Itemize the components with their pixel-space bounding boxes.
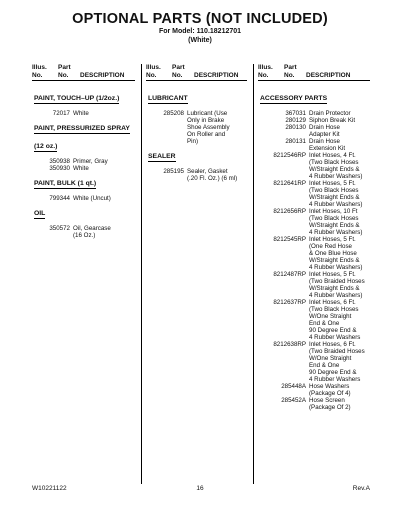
part-row [258, 397, 370, 411]
header-rule [32, 80, 135, 81]
section-title: LUBRICANT [148, 95, 188, 102]
column-divider [141, 64, 142, 484]
part-description: Siphon Break Kit [309, 117, 356, 124]
header-rule [258, 80, 370, 81]
section-title: OIL [34, 210, 46, 217]
header-part: Part [58, 64, 71, 71]
part-number: 285208 [163, 110, 184, 117]
parts-column-1 [32, 64, 135, 239]
header-description: DESCRIPTION [306, 71, 351, 79]
part-description: Primer, Gray [73, 158, 108, 165]
part-number: 350930 [49, 165, 70, 172]
part-description: Inlet Hoses, 10 Ft (Two Black Hoses W/Straight Ends & 4 Rubber Washers) [309, 208, 363, 236]
column-divider [253, 64, 254, 484]
part-row [258, 383, 370, 397]
part-description: Drain Hose Adapter Kit [309, 124, 340, 138]
header-no: No. [32, 71, 43, 79]
section-title: PAINT, BULK (1 qt.) [34, 180, 97, 187]
part-row [258, 208, 370, 236]
header-part: Part [284, 64, 297, 71]
part-description: White [73, 110, 89, 117]
part-description: Sealer, Gasket (.20 Fl. Oz.) (6 ml) [187, 168, 238, 182]
section-title: ACCESSORY PARTS [260, 95, 328, 102]
header-no: No. [258, 71, 269, 79]
color-line: (White) [188, 37, 212, 44]
parts-column-3 [258, 64, 370, 411]
column-header [258, 64, 370, 79]
part-number: 280129 [285, 117, 306, 124]
part-description: White [73, 165, 89, 172]
part-description: Lubricant (Use Only in Brake Shoe Assembly On Roller and Pin) [187, 110, 230, 145]
part-number: 285195 [163, 168, 184, 175]
section-title: PAINT, PRESSURIZED SPRAY [34, 125, 130, 132]
part-description: Inlet Hoses, 6 Ft. (Two Braided Hoses W/One Straight End & One 90 Degree End & 4 Rubber Washers [309, 341, 365, 383]
part-description: Inlet Hoses, 4 Ft. (Two Black Hoses W/Straight Ends & 4 Rubber Washers) [309, 152, 363, 180]
part-number: 285448A [281, 383, 306, 390]
part-row [258, 117, 370, 124]
part-row [258, 271, 370, 299]
part-row [32, 158, 135, 165]
part-row [258, 110, 370, 117]
part-description: Inlet Hoses, 6 Ft. (Two Black Hoses W/One Straight End & One 90 Degree End & 4 Rubber Washers [309, 299, 361, 341]
part-number: 8212638RP [273, 341, 306, 348]
part-number: 72017 [52, 110, 70, 117]
part-row [258, 299, 370, 341]
part-number: 350938 [49, 158, 70, 165]
part-number: 8212545RP [273, 236, 306, 243]
part-description: Drain Hose Extension Kit [309, 138, 346, 152]
part-description: Oil, Gearcase (16 Oz.) [73, 225, 111, 239]
part-number: 8212487RP [273, 271, 306, 278]
part-row [146, 110, 247, 145]
part-number: 280131 [285, 138, 306, 145]
part-description: Inlet Hoses, 5 Ft. (Two Braided Hoses W/Straight Ends & 4 Rubber Washers) [309, 271, 365, 299]
header-part: Part [172, 64, 185, 71]
part-number: 367031 [285, 110, 306, 117]
part-description: Drain Protector [309, 110, 351, 117]
page-title: OPTIONAL PARTS (NOT INCLUDED) [72, 11, 328, 27]
header-description: DESCRIPTION [80, 71, 125, 79]
model-line: For Model: 110.18212701 [158, 28, 242, 35]
part-row [258, 152, 370, 180]
revision-label: Rev.A [352, 485, 370, 492]
part-description: Inlet Hoses, 5 Ft. (Two Black Hoses W/Straight Ends & 4 Rubber Washers) [309, 180, 363, 208]
section-title: PAINT, TOUCH–UP (1/2oz.) [34, 95, 120, 102]
header-illus: Illus. [258, 64, 273, 71]
header-no: No. [172, 71, 183, 79]
part-row [258, 138, 370, 152]
header-no: No. [284, 71, 295, 79]
part-description: White (Uncut) [73, 195, 111, 202]
part-row [258, 180, 370, 208]
column-header [146, 64, 247, 79]
header-no: No. [58, 71, 69, 79]
header-no: No. [146, 71, 157, 79]
header-illus: Illus. [32, 64, 47, 71]
header-rule [146, 80, 247, 81]
parts-column-2 [146, 64, 247, 182]
part-number: 799344 [49, 195, 70, 202]
part-number: 8212546RP [273, 152, 306, 159]
document-number: W10221122 [32, 485, 67, 492]
page-number: 16 [196, 485, 204, 492]
part-row [32, 110, 135, 117]
header-illus: Illus. [146, 64, 161, 71]
part-row [32, 165, 135, 172]
part-row [258, 236, 370, 271]
part-row [258, 341, 370, 383]
part-description: Hose Screen (Package Of 2) [309, 397, 351, 411]
part-number: 280130 [285, 124, 306, 131]
part-number: 8212637RP [273, 299, 306, 306]
section-title: SEALER [148, 153, 176, 160]
part-row [146, 168, 247, 182]
part-row [32, 195, 135, 202]
model-subtitle [0, 27, 400, 45]
part-description: Hose Washers (Package Of 4) [309, 383, 351, 397]
part-row [32, 225, 135, 239]
part-number: 8212656RP [273, 208, 306, 215]
part-description: Inlet Hoses, 5 Ft. (One Red Hose & One Blue Hose W/Straight Ends & 4 Rubber Washers) [309, 236, 363, 271]
part-number: 8212641RP [273, 180, 306, 187]
accessory-list [258, 110, 370, 411]
part-row [258, 124, 370, 138]
column-header [32, 64, 135, 79]
part-number: 285452A [281, 397, 306, 404]
header-description: DESCRIPTION [194, 71, 239, 79]
section-title-continued: (12 oz.) [34, 143, 58, 150]
part-number: 350572 [49, 225, 70, 232]
